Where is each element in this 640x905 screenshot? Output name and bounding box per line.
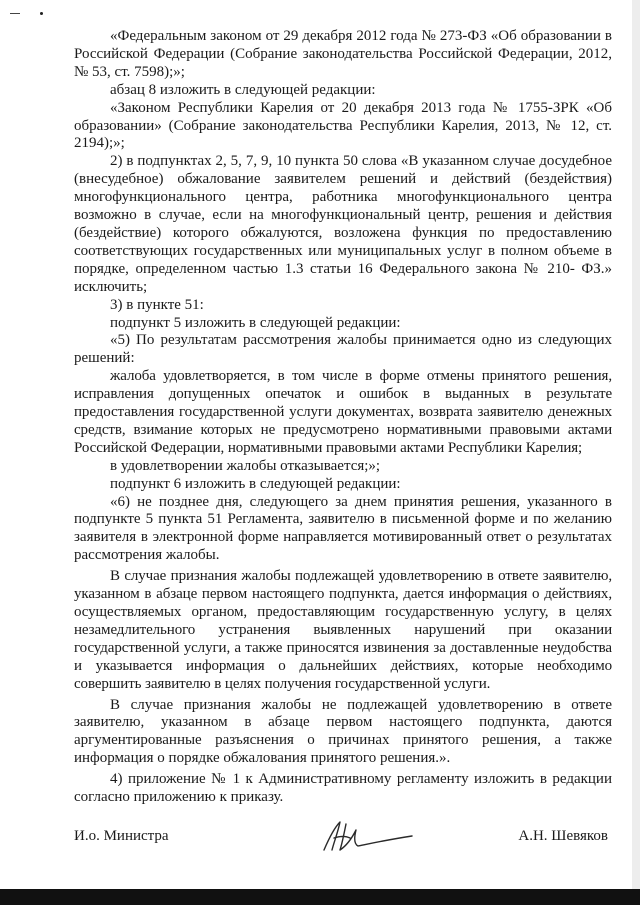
signatory-name: А.Н. Шевяков <box>518 828 608 844</box>
paragraph-rejected-response: В случае признания жалобы не подлежащей удовлетворению в ответе заявителю, указанном в абзаце первом настоящего подпункта, даются аргументированные разъяснения о причинах принятого решения, а также информация о порядке обжалования принятого решения.». <box>74 696 612 767</box>
document-body <box>74 28 612 807</box>
scan-right-edge <box>632 0 640 905</box>
paragraph-karelia-law-reference: «Законом Республики Карелия от 20 декабря 2013 года № 1755-ЗРК «Об образовании» (Собрание законодательства Республики Карелия, 2013, № 12, ст. 2194);»; <box>74 99 612 152</box>
scan-mark-dash <box>10 13 20 14</box>
paragraph-complaint-refused: в удовлетворении жалобы отказывается;»; <box>110 457 381 474</box>
scan-mark-dot <box>40 12 43 15</box>
paragraph-complaint-satisfied: жалоба удовлетворяется, в том числе в форме отмены принятого решения, исправления допущенных опечаток и ошибок в выданных в результате предоставления государственной услуги документах, возврата заявителю денежных средств, взимание которых не предусмотрено нормативными правовыми актами Российской Федерации, нормативными правовыми актами Республики Карелия; <box>74 368 612 456</box>
paragraph-subpoint-6-text: «6) не позднее дня, следующего за днем принятия решения, указанного в подпункте 5 пункта 51 Регламента, заявителю в письменной форме и по желанию заявителя в электронной форме направляется мотивированный ответ о результатах рассмотрения жалобы. <box>74 493 612 564</box>
paragraph-subpoint-5-text: «5) По результатам рассмотрения жалобы принимается одно из следующих решений: <box>74 332 612 367</box>
scan-bottom-edge <box>0 889 640 905</box>
paragraph-federal-law-reference: «Федеральным законом от 29 декабря 2012 года № 273-ФЗ «Об образовании в Российской Федерации (Собрание законодательства Российской Федерации, 2012, № 53, ст. 7598);»; <box>74 28 612 80</box>
paragraph-item-2-subpoints: 2) в подпунктах 2, 5, 7, 9, 10 пункта 50 слова «В указанном случае досудебное (внесудебное) обжалование заявителем решений и действий (бездействия) многофункционального центра, работника многофункционального центра возможно в случае, если на многофункциональный центр, решения и действия (бездействие) которого обжалуются, возложена функция по предоставлению соответствующих государственных или муниципальных услуг в полном объеме в порядке, определенном частью 1.3 статьи 16 Федерального закона № 210- ФЗ.» исключить; <box>74 153 612 295</box>
paragraph-subpoint-5-instruction: подпункт 5 изложить в следующей редакции: <box>110 314 401 331</box>
paragraph-abzac-8-instruction: абзац 8 изложить в следующей редакции: <box>110 81 376 98</box>
handwritten-signature-icon <box>316 816 416 858</box>
paragraph-satisfied-response: В случае признания жалобы подлежащей удовлетворению в ответе заявителю, указанном в абзаце первом настоящего подпункта, дается информация о действиях, осуществляемых органом, предоставляющим государственную услугу, в целях незамедлительного устранения выявленных нарушений при оказании государственной услуги, а также приносятся извинения за доставленные неудобства и указывается информация о дальнейших действиях, которые необходимо совершить заявителю в целях получения государственной услуги. <box>74 568 612 692</box>
paragraph-item-4-appendix: 4) приложение № 1 к Административному регламенту изложить в редакции согласно приложению к приказу. <box>74 771 612 806</box>
paragraph-item-3-heading: 3) в пункте 51: <box>110 296 204 313</box>
signature-block <box>74 824 612 864</box>
signatory-role: И.о. Министра <box>74 828 169 844</box>
paragraph-subpoint-6-instruction: подпункт 6 изложить в следующей редакции: <box>110 475 401 492</box>
